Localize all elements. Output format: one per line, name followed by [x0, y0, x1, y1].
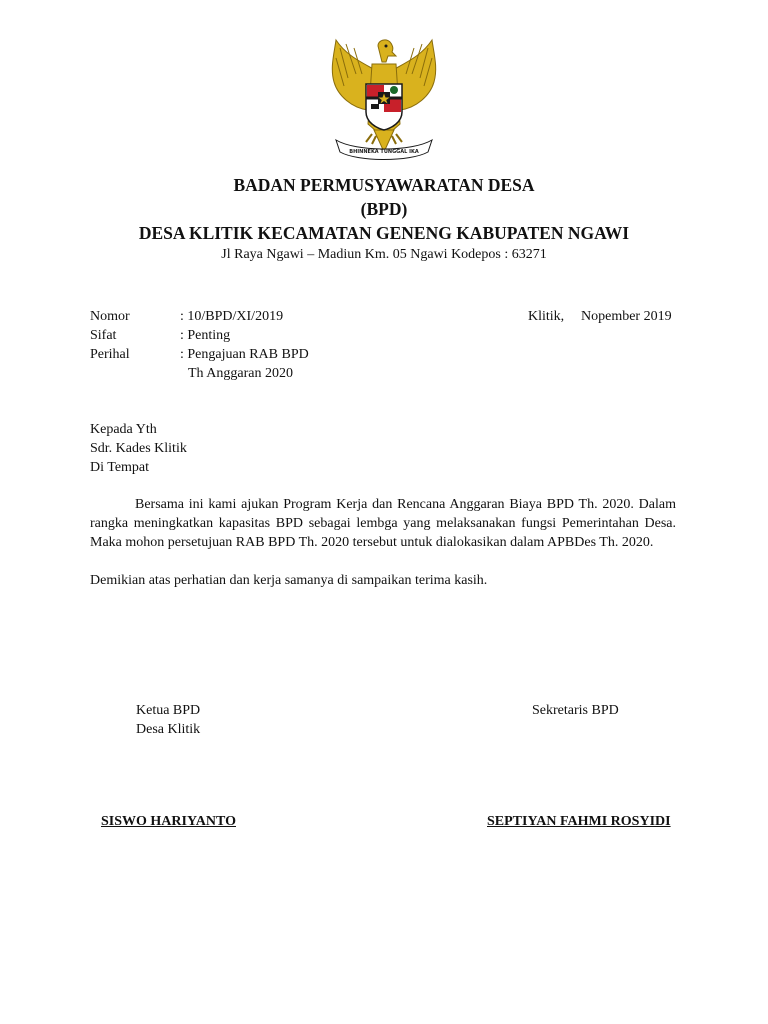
header-org-abbr: (BPD): [360, 199, 408, 219]
recipient-greeting: Kepada Yth: [90, 422, 157, 437]
perihal-label: Perihal: [90, 347, 130, 362]
right-signer-title: Sekretaris BPD: [532, 703, 619, 718]
sifat-label: Sifat: [90, 328, 117, 343]
recipient-name: Sdr. Kades Klitik: [90, 441, 187, 456]
left-signer-title: Ketua BPD: [136, 703, 201, 718]
svg-text:BHINNEKA TUNGGAL IKA: BHINNEKA TUNGGAL IKA: [349, 149, 419, 155]
perihal-value-line2: Th Anggaran 2020: [188, 366, 293, 381]
garuda-emblem-icon: [326, 34, 442, 162]
letter-place: Klitik,: [528, 309, 565, 324]
left-signer-name: SISWO HARIYANTO: [101, 814, 236, 829]
nomor-label: Nomor: [90, 309, 130, 324]
right-signer-name: SEPTIYAN FAHMI ROSYIDI: [487, 814, 671, 829]
closing-sentence: Demikian atas perhatian dan kerja samanya di sampaikan terima kasih.: [90, 573, 488, 588]
sifat-value: : Penting: [180, 328, 231, 343]
recipient-location: Di Tempat: [90, 460, 150, 475]
body-paragraph-text: Bersama ini kami ajukan Program Kerja dan Rencana Anggaran Biaya BPD Th. 2020. Dalam rangka meningkatkan kapasitas BPD sebagai lembga yang melaksanakan fungsi Pemerintahan Desa. Maka mohon persetujuan RAB BPD Th. 2020 tersebut untuk dialokasikan dalam APBDes Th. 2020.: [90, 497, 676, 550]
header-address: Jl Raya Ngawi – Madiun Km. 05 Ngawi Kodepos : 63271: [221, 247, 547, 262]
header-org-name: BADAN PERMUSYAWARATAN DESA: [233, 175, 535, 195]
body-paragraph: [90, 495, 676, 552]
letter-date: Nopember 2019: [581, 309, 672, 324]
left-signer-village: Desa Klitik: [136, 722, 201, 737]
header-village: DESA KLITIK KECAMATAN GENENG KABUPATEN NGAWI: [138, 223, 630, 243]
perihal-value: : Pengajuan RAB BPD: [180, 347, 309, 362]
nomor-value: : 10/BPD/XI/2019: [180, 309, 284, 324]
